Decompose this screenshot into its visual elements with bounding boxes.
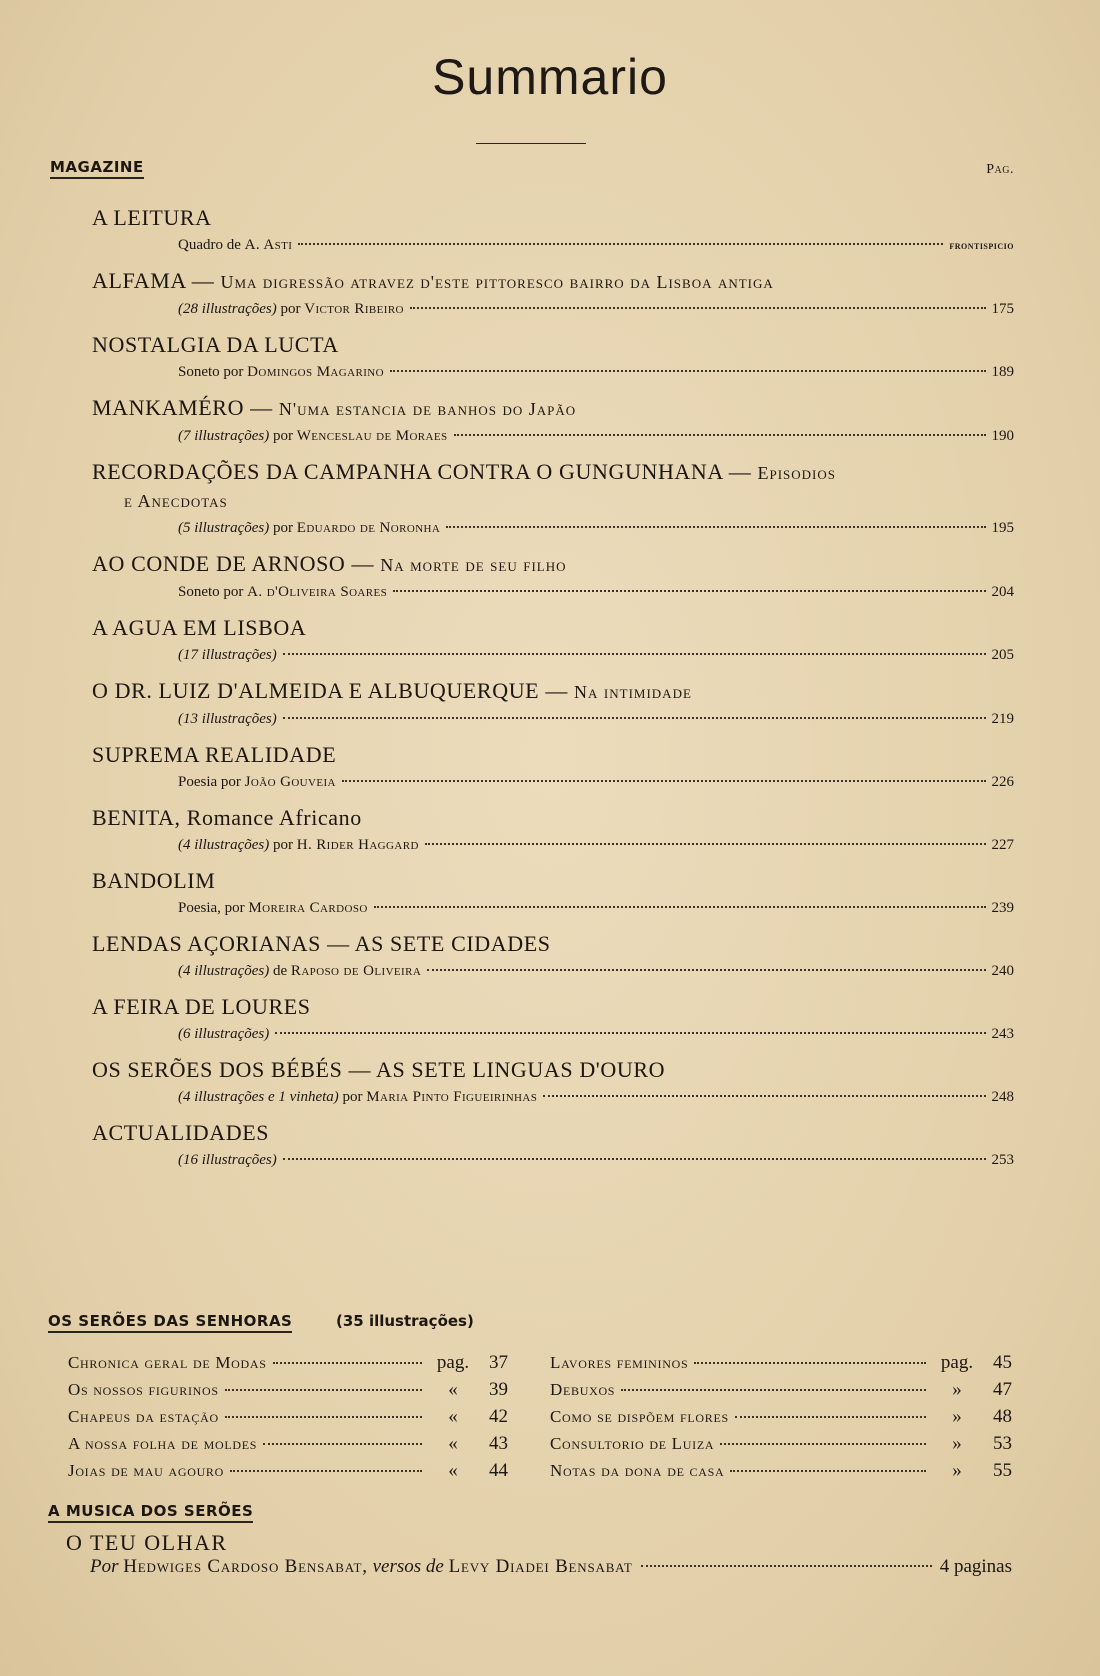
entry-description xyxy=(178,234,292,256)
senhoras-item-label: Joias de mau agouro xyxy=(68,1461,224,1480)
senhoras-item-label: Chapeus da estação xyxy=(68,1407,219,1426)
entry-description xyxy=(178,581,387,603)
musica-versos: versos de xyxy=(372,1556,444,1577)
entry-illustrations: (4 illustrações) xyxy=(178,963,270,979)
entry-author: A. Asti xyxy=(244,237,293,253)
entry-page-number: 204 xyxy=(991,584,1014,600)
senhoras-page-number: 48 xyxy=(993,1406,1012,1427)
senhoras-page-prefix: « xyxy=(448,1379,458,1400)
entry-author: Eduardo de Noronha xyxy=(296,520,441,536)
senhoras-page-number: 53 xyxy=(993,1433,1012,1454)
dot-leader xyxy=(393,590,985,592)
senhoras-section-label xyxy=(48,1312,292,1333)
senhoras-page-prefix: « xyxy=(448,1406,458,1427)
entry-title-main: A LEITURA xyxy=(92,205,212,230)
toc-entry xyxy=(0,204,1100,256)
senhoras-row xyxy=(68,1460,508,1487)
entry-credit: Soneto por xyxy=(178,364,244,380)
entry-description xyxy=(178,1149,277,1171)
senhoras-row xyxy=(550,1406,1012,1433)
toc-entry xyxy=(0,741,1100,793)
entry-illustrations: (4 illustrações) xyxy=(178,837,270,853)
toc-entry xyxy=(0,867,1100,919)
magazine-section-label: MAGAZINE xyxy=(50,158,144,179)
entry-detail-line xyxy=(178,897,1014,919)
entry-page-number: 205 xyxy=(991,647,1014,663)
dot-leader xyxy=(283,717,986,719)
entry-title-main: O DR. LUIZ D'ALMEIDA E ALBUQUERQUE — xyxy=(92,678,575,703)
entry-page-number: 190 xyxy=(991,428,1014,444)
dot-leader xyxy=(283,1158,986,1160)
entry-description xyxy=(178,1023,269,1045)
entry-title-main: BENITA, Romance Africano xyxy=(92,805,362,830)
entry-title xyxy=(92,394,992,423)
senhoras-row xyxy=(68,1379,508,1406)
dot-leader xyxy=(694,1362,926,1364)
entry-author: Maria Pinto Figueirinhas xyxy=(366,1089,538,1105)
senhoras-page-number: 42 xyxy=(489,1406,508,1427)
entry-detail-line xyxy=(178,1149,1014,1171)
entry-illustrations: (13 illustrações) xyxy=(178,711,277,727)
entry-title-main: RECORDAÇÕES DA CAMPANHA CONTRA O GUNGUNHANA — xyxy=(92,459,758,484)
entry-author: A. d'Oliveira Soares xyxy=(247,584,388,600)
senhoras-row xyxy=(550,1433,1012,1460)
entry-page-number: 195 xyxy=(991,520,1014,536)
entry-description xyxy=(178,644,277,666)
toc-entry xyxy=(0,677,1100,730)
entry-illustrations: (7 illustrações) xyxy=(178,428,270,444)
entry-description xyxy=(178,298,404,320)
entry-page-number: 253 xyxy=(991,1152,1014,1168)
entry-title xyxy=(92,614,992,642)
musica-composer: Hedwiges Cardoso Bensabat, xyxy=(123,1556,368,1577)
senhoras-row xyxy=(68,1433,508,1460)
entry-credit: por xyxy=(273,520,293,536)
entry-subtitle: Uma digressão atravez d'este pittoresco bairro da Lisboa antiga xyxy=(220,272,774,292)
entry-credit: Soneto por xyxy=(178,584,244,600)
senhoras-item-label: Os nossos figurinos xyxy=(68,1380,219,1399)
dot-leader xyxy=(263,1443,422,1445)
toc-entry xyxy=(0,331,1100,383)
entry-title xyxy=(92,550,992,579)
dot-leader xyxy=(730,1470,926,1472)
entry-title-main: SUPREMA REALIDADE xyxy=(92,742,337,767)
senhoras-page-number: 55 xyxy=(993,1460,1012,1481)
senhoras-page-prefix: » xyxy=(952,1379,962,1400)
senhoras-page-prefix: pag. xyxy=(940,1352,974,1373)
musica-piece-title: O TEU OLHAR xyxy=(66,1530,228,1555)
senhoras-page-prefix: « xyxy=(448,1460,458,1481)
toc-entry xyxy=(0,1056,1100,1108)
entry-detail-line xyxy=(178,1086,1014,1108)
senhoras-item-label: Notas da dona de casa xyxy=(550,1461,725,1480)
senhoras-page-number: 47 xyxy=(993,1379,1012,1400)
entry-title-main: OS SERÕES DOS BÉBÉS — AS SETE LINGUAS D'OURO xyxy=(92,1057,666,1082)
toc-entry xyxy=(0,804,1100,856)
entry-credit: Poesia por xyxy=(178,774,241,790)
senhoras-page-number: 44 xyxy=(489,1460,508,1481)
entry-credit: por xyxy=(280,301,301,317)
entry-page-number: 226 xyxy=(991,774,1014,790)
entry-page-number: 219 xyxy=(991,711,1014,727)
senhoras-page-prefix: « xyxy=(448,1433,458,1454)
entry-title-main: ACTUALIDADES xyxy=(92,1120,270,1145)
entry-credit: de xyxy=(273,963,288,979)
toc-entry xyxy=(0,550,1100,603)
entry-subtitle: Na morte de seu filho xyxy=(380,555,567,575)
title-rule xyxy=(476,143,586,144)
dot-leader xyxy=(425,843,986,845)
entry-subtitle: N'uma estancia de banhos do Japão xyxy=(278,399,577,419)
entry-title xyxy=(92,867,992,895)
entry-title xyxy=(92,804,992,832)
entry-page-number: 189 xyxy=(991,364,1014,380)
entry-credit: Quadro de xyxy=(178,237,241,253)
entry-title-main: LENDAS AÇORIANAS — AS SETE CIDADES xyxy=(92,931,551,956)
toc-entry xyxy=(0,993,1100,1045)
entry-title-main: A FEIRA DE LOURES xyxy=(92,994,311,1019)
entry-title-main: MANKAMÉRO — xyxy=(92,395,279,420)
entry-subtitle-continuation: e Anecdotas xyxy=(124,491,228,511)
entry-title-main: BANDOLIM xyxy=(92,868,216,893)
entry-description xyxy=(178,361,384,383)
entry-subtitle: Na intimidade xyxy=(574,682,692,702)
senhoras-item-label: Debuxos xyxy=(550,1380,616,1399)
entry-illustrations: (6 illustrações) xyxy=(178,1026,270,1042)
senhoras-page-prefix: » xyxy=(952,1433,962,1454)
senhoras-right-column xyxy=(550,1352,1012,1487)
entry-credit: Poesia, por xyxy=(178,900,245,916)
dot-leader xyxy=(454,434,986,436)
senhoras-item-label: Como se dispõem flores xyxy=(550,1407,729,1426)
page-title: Summario xyxy=(432,49,668,105)
senhoras-page-number: 45 xyxy=(993,1352,1012,1373)
dot-leader xyxy=(410,307,986,309)
entry-title-main: ALFAMA — xyxy=(92,268,221,293)
senhoras-left-column xyxy=(68,1352,508,1487)
entry-title-main: A AGUA EM LISBOA xyxy=(92,615,307,640)
entry-description xyxy=(178,960,421,982)
entry-author: João Gouveia xyxy=(244,774,336,790)
entry-title xyxy=(92,677,992,706)
entry-detail-line xyxy=(178,644,1014,666)
senhoras-row xyxy=(68,1406,508,1433)
entry-illustrations: (16 illustrações) xyxy=(178,1152,277,1168)
entry-detail-line xyxy=(178,234,1014,256)
dot-leader xyxy=(543,1095,985,1097)
musica-por: Por xyxy=(90,1556,119,1577)
dot-leader xyxy=(446,526,985,528)
senhoras-item-label: Consultorio de Luiza xyxy=(550,1434,715,1453)
entry-description xyxy=(178,517,440,539)
dot-leader xyxy=(230,1470,422,1472)
senhoras-row xyxy=(68,1352,508,1379)
entry-detail-line xyxy=(178,960,1014,982)
musica-pages: 4 paginas xyxy=(939,1556,1012,1577)
entry-title xyxy=(92,741,992,769)
dot-leader xyxy=(225,1389,422,1391)
musica-section-label: A MUSICA DOS SERÕES xyxy=(48,1502,253,1523)
entry-author: Moreira Cardoso xyxy=(248,900,368,916)
entry-credit: por xyxy=(273,837,293,853)
entry-description xyxy=(178,708,277,730)
entry-detail-line xyxy=(178,361,1014,383)
dot-leader xyxy=(283,653,986,655)
entry-credit: por xyxy=(273,428,293,444)
entry-page-number: 248 xyxy=(991,1089,1014,1105)
dot-leader xyxy=(720,1443,926,1445)
senhoras-row xyxy=(550,1352,1012,1379)
entry-illustrations: (17 illustrações) xyxy=(178,647,277,663)
magazine-entries xyxy=(0,204,1100,1182)
senhoras-page-prefix: » xyxy=(952,1406,962,1427)
dot-leader xyxy=(298,243,943,245)
entry-detail-line xyxy=(178,517,1014,539)
entry-illustrations: (4 illustrações e 1 vinheta) xyxy=(178,1089,339,1105)
senhoras-item-label: Lavores femininos xyxy=(550,1353,689,1372)
entry-title xyxy=(92,1056,992,1084)
entry-detail-line xyxy=(178,771,1014,793)
entry-subtitle: Episodios xyxy=(757,463,836,483)
entry-title xyxy=(92,204,992,232)
toc-entry xyxy=(0,614,1100,666)
entry-description xyxy=(178,425,448,447)
entry-title-main: NOSTALGIA DA LUCTA xyxy=(92,332,339,357)
entry-detail-line xyxy=(178,581,1014,603)
dot-leader xyxy=(374,906,986,908)
dot-leader xyxy=(273,1362,422,1364)
senhoras-row xyxy=(550,1460,1012,1487)
pag-column-header: Pag. xyxy=(986,162,1014,177)
entry-detail-line xyxy=(178,1023,1014,1045)
toc-entry xyxy=(0,267,1100,320)
entry-illustrations: (28 illustrações) xyxy=(178,301,277,317)
dot-leader xyxy=(342,780,986,782)
musica-lyricist: Levy Diadei Bensabat xyxy=(448,1556,633,1577)
entry-title xyxy=(92,267,992,296)
entry-author: Victor Ribeiro xyxy=(304,301,404,317)
toc-entry xyxy=(0,394,1100,447)
entry-page-number: 240 xyxy=(991,963,1014,979)
senhoras-page-number: 43 xyxy=(489,1433,508,1454)
entry-title xyxy=(92,930,992,958)
entry-page-number: 239 xyxy=(991,900,1014,916)
dot-leader xyxy=(390,370,986,372)
entry-page-number: 175 xyxy=(991,301,1014,317)
entry-description xyxy=(178,1086,537,1108)
senhoras-item-label: Chronica geral de Modas xyxy=(68,1353,267,1372)
entry-page-number: frontispicio xyxy=(949,238,1014,252)
entry-description xyxy=(178,834,419,856)
senhoras-page-number: 37 xyxy=(489,1352,508,1373)
toc-entry xyxy=(0,458,1100,539)
entry-page-number: 243 xyxy=(991,1026,1014,1042)
entry-detail-line xyxy=(178,298,1014,320)
entry-description xyxy=(178,897,368,919)
senhoras-row xyxy=(550,1379,1012,1406)
entry-title xyxy=(92,1119,992,1147)
musica-credit-line xyxy=(90,1556,1012,1578)
entry-title xyxy=(92,993,992,1021)
entry-credit: por xyxy=(342,1089,363,1105)
dot-leader xyxy=(735,1416,926,1418)
senhoras-label-text: OS SERÕES DAS SENHORAS xyxy=(48,1312,293,1330)
entry-title xyxy=(92,331,992,359)
dot-leader xyxy=(641,1565,932,1567)
senhoras-item-label: A nossa folha de moldes xyxy=(68,1434,258,1453)
entry-page-number: 227 xyxy=(991,837,1014,853)
dot-leader xyxy=(621,1389,926,1391)
senhoras-page-prefix: » xyxy=(952,1460,962,1481)
entry-title xyxy=(92,458,992,515)
entry-title-main: AO CONDE DE ARNOSO — xyxy=(92,551,381,576)
toc-entry xyxy=(0,1119,1100,1171)
entry-author: Wenceslau de Moraes xyxy=(296,428,448,444)
entry-detail-line xyxy=(178,834,1014,856)
dot-leader xyxy=(427,969,985,971)
entry-description xyxy=(178,771,336,793)
toc-entry xyxy=(0,930,1100,982)
entry-detail-line xyxy=(178,425,1014,447)
entry-illustrations: (5 illustrações) xyxy=(178,520,270,536)
entry-author: Raposo de Oliveira xyxy=(290,963,422,979)
dot-leader xyxy=(275,1032,985,1034)
senhoras-page-prefix: pag. xyxy=(436,1352,470,1373)
entry-author: Domingos Magarino xyxy=(247,364,384,380)
entry-detail-line xyxy=(178,708,1014,730)
senhoras-page-number: 39 xyxy=(489,1379,508,1400)
senhoras-count: (35 illustrações) xyxy=(336,1312,474,1330)
dot-leader xyxy=(225,1416,422,1418)
entry-author: H. Rider Haggard xyxy=(296,837,419,853)
